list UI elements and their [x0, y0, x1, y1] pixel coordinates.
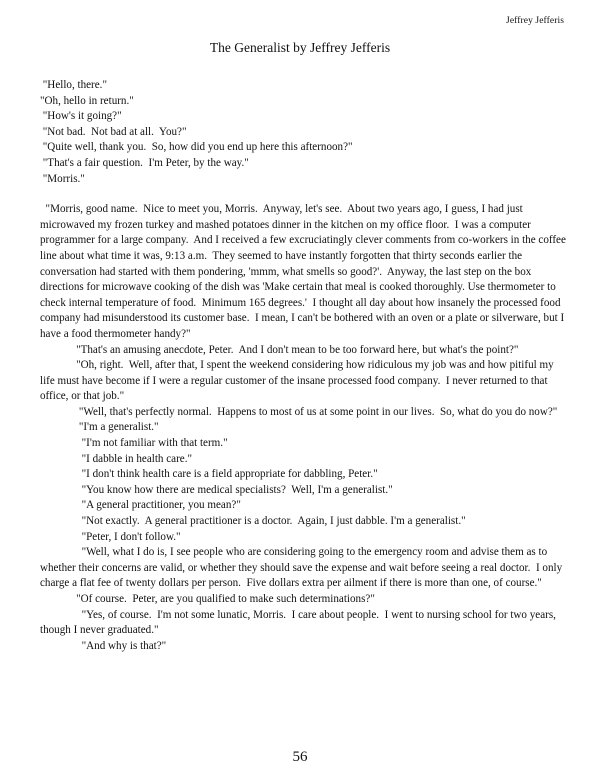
running-header-author: Jeffrey Jefferis — [506, 16, 564, 26]
paragraph-gap — [40, 187, 568, 202]
story-body — [40, 78, 568, 654]
dialogue-line: "Not bad. Not bad at all. You?" — [40, 125, 187, 138]
paragraph: "Not exactly. A general practitioner is a doctor. Again, I just dabble. I'm a generalist." — [40, 515, 466, 528]
story-title: The Generalist by Jeffrey Jefferis — [209, 40, 391, 55]
paragraph: "You know how there are medical specialists? Well, I'm a generalist." — [40, 483, 393, 496]
paragraph: "A general practitioner, you mean?" — [40, 499, 241, 512]
page-number: 56 — [292, 749, 308, 765]
paragraph: "Of course. Peter, are you qualified to make such determinations?" — [40, 593, 375, 605]
paragraph: "Morris, good name. Nice to meet you, Morris. Anyway, let's see. About two years ago, I guess, I had just microwaved my frozen turkey and mashed potatoes dinner in the kitchen on my office floor. I was a computer programmer for a large company. And I received a few excruciatingly clever comments from co-workers in the coffee line about what time it was, 9:13 a.m. They seemed to have instantly forgotten that thirty seconds earlier the conversation had started with them pondering, 'mmm, what smells so good?'. Anyway, the last step on the box directions for microwave cooking of the dish was 'Make certain that meal is cooked thoroughly. Use thermometer to check internal temperature of food. Minimum 165 degrees.' I thought all day about how insanely the processed food company had misunderstood its customer base. I mean, I can't be bothered with an oven or a plate or silverware, but I have a food thermometer handy?" — [40, 203, 569, 340]
paragraph: "I'm not familiar with that term." — [40, 437, 228, 450]
dialogue-line: "Morris." — [40, 172, 85, 185]
paragraph: "Oh, right. Well, after that, I spent the weekend considering how ridiculous my job was and how pitiful my life must have become if I were a regular customer of the insane processed food company. I never returned to that office, or that job." — [40, 359, 557, 403]
paragraph: "That's an amusing anecdote, Peter. And I don't mean to be too forward here, but what's the point?" — [40, 343, 519, 356]
paragraph: "And why is that?" — [40, 639, 167, 652]
paragraph: "I dabble in health care." — [40, 452, 192, 465]
paragraph: "Peter, I don't follow." — [40, 530, 181, 543]
paragraph: "Well, what I do is, I see people who are considering going to the emergency room and advise them as to whether their concerns are valid, or whether they should save the expense and wait before seeing a real doctor. I only charge a flat fee of twenty dollars per person. Five dollars extra per ailment if there is more than one, of course." — [40, 546, 565, 590]
paragraph: "Well, that's perfectly normal. Happens to most of us at some point in our lives. So, what do you do now?" — [40, 405, 558, 418]
dialogue-line: "Quite well, thank you. So, how did you end up here this afternoon?" — [40, 141, 353, 154]
dialogue-line: "Oh, hello in return." — [40, 94, 134, 107]
paragraph: "I'm a generalist." — [40, 421, 159, 434]
dialogue-line: "That's a fair question. I'm Peter, by the way." — [40, 156, 249, 169]
dialogue-line: "Hello, there." — [40, 79, 107, 91]
paragraph: "I don't think health care is a field appropriate for dabbling, Peter." — [40, 468, 378, 481]
paragraph: "Yes, of course. I'm not some lunatic, Morris. I care about people. I went to nursing school for two years, though I never graduated." — [40, 608, 559, 637]
dialogue-line: "How's it going?" — [40, 110, 122, 123]
